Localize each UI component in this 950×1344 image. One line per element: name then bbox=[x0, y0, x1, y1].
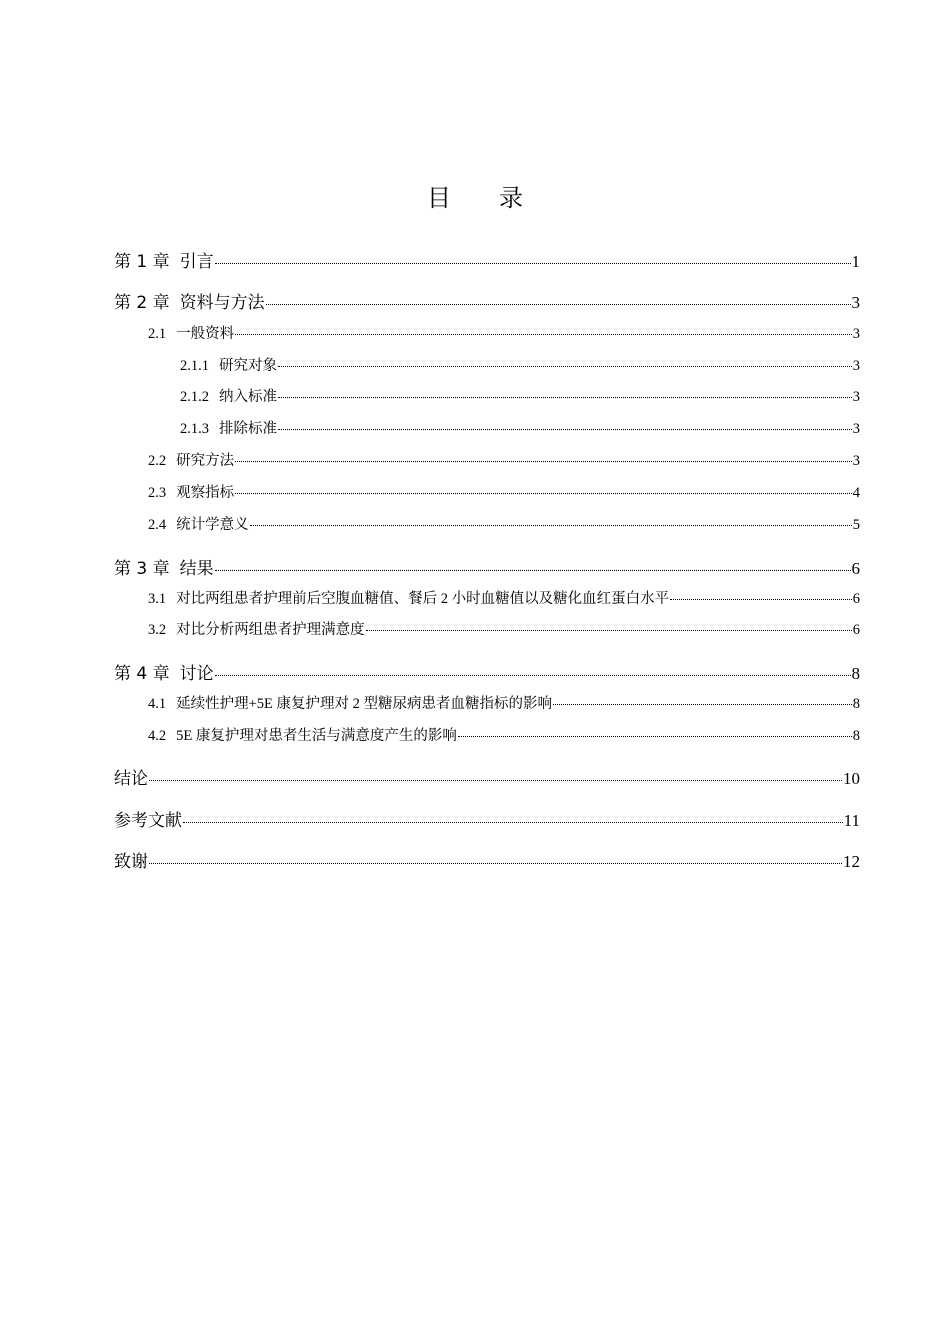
toc-text: 致谢 bbox=[114, 852, 148, 872]
dot-leader bbox=[278, 365, 852, 367]
toc-number: 4.2 bbox=[148, 728, 167, 744]
toc-page-number: 3 bbox=[852, 453, 860, 469]
toc-entry-chapter-4[interactable] bbox=[114, 659, 860, 684]
toc-entry-2-3[interactable] bbox=[148, 481, 860, 502]
toc-text: 资料与方法 bbox=[179, 293, 265, 313]
dot-leader bbox=[215, 569, 851, 571]
toc-text: 结论 bbox=[114, 769, 148, 789]
dot-leader bbox=[250, 524, 852, 526]
dot-leader bbox=[366, 629, 852, 631]
toc-text: 纳入标准 bbox=[219, 389, 277, 405]
toc-text: 一般资料 bbox=[176, 326, 235, 342]
toc-page-number: 4 bbox=[852, 485, 860, 501]
toc-page-number: 3 bbox=[851, 293, 860, 312]
toc-page-number: 3 bbox=[852, 358, 860, 374]
toc-page-number: 12 bbox=[843, 852, 860, 871]
toc-number: 2.1.3 bbox=[180, 421, 209, 437]
toc-number: 第 3 章 bbox=[114, 559, 170, 579]
toc-entry-2-1-2[interactable] bbox=[180, 385, 860, 406]
dot-leader bbox=[215, 262, 851, 264]
dot-leader bbox=[215, 674, 851, 676]
toc-text: 研究对象 bbox=[219, 358, 277, 374]
toc-text: 对比两组患者护理前后空腹血糖值、餐后 2 小时血糖值以及糖化血红蛋白水平 bbox=[176, 591, 670, 607]
toc-number: 2.2 bbox=[148, 453, 167, 469]
toc-page-number: 6 bbox=[852, 622, 860, 638]
title-char-1: 目 bbox=[427, 184, 451, 212]
toc-page-number: 8 bbox=[851, 664, 860, 683]
toc-entry-chapter-3[interactable] bbox=[114, 554, 860, 579]
toc-text: 结果 bbox=[179, 559, 214, 579]
toc-text: 统计学意义 bbox=[176, 517, 249, 533]
dot-leader bbox=[183, 821, 843, 823]
dot-leader bbox=[670, 598, 852, 600]
toc-text: 延续性护理+5E 康复护理对 2 型糖尿病患者血糖指标的影响 bbox=[176, 696, 553, 712]
toc-entry-3-1[interactable] bbox=[148, 587, 860, 608]
toc-text: 引言 bbox=[179, 252, 214, 272]
toc-entry-conclusion[interactable] bbox=[114, 764, 860, 789]
toc-number: 4.1 bbox=[148, 696, 167, 712]
dot-leader bbox=[278, 428, 852, 430]
toc-page-number: 6 bbox=[852, 591, 860, 607]
dot-leader bbox=[278, 396, 852, 398]
toc-entry-4-1[interactable] bbox=[148, 692, 860, 713]
toc-entry-chapter-1[interactable] bbox=[114, 247, 860, 272]
toc-entry-2-1[interactable] bbox=[148, 322, 860, 343]
toc-number: 2.1.2 bbox=[180, 389, 209, 405]
toc-text: 5E 康复护理对患者生活与满意度产生的影响 bbox=[176, 728, 457, 744]
toc-entry-2-1-3[interactable] bbox=[180, 417, 860, 438]
page-title bbox=[0, 178, 950, 213]
toc-text: 排除标准 bbox=[219, 421, 277, 437]
toc-page-number: 1 bbox=[851, 252, 860, 271]
toc-page-number: 3 bbox=[852, 421, 860, 437]
toc-number: 第 2 章 bbox=[114, 293, 170, 313]
toc-entry-acknowledgements[interactable] bbox=[114, 847, 860, 872]
toc-page-number: 6 bbox=[851, 559, 860, 578]
dot-leader bbox=[235, 333, 852, 335]
toc-entry-2-1-1[interactable] bbox=[180, 354, 860, 375]
toc-entry-2-2[interactable] bbox=[148, 449, 860, 470]
dot-leader bbox=[266, 303, 851, 305]
toc-page-number: 8 bbox=[852, 728, 860, 744]
toc-number: 2.1 bbox=[148, 326, 167, 342]
dot-leader bbox=[149, 862, 842, 864]
toc-page-number: 5 bbox=[852, 517, 860, 533]
dot-leader bbox=[553, 703, 852, 705]
toc-page-number: 8 bbox=[852, 696, 860, 712]
toc-page-number: 3 bbox=[852, 326, 860, 342]
dot-leader bbox=[235, 492, 852, 494]
toc-number: 2.3 bbox=[148, 485, 167, 501]
toc-entry-4-2[interactable] bbox=[148, 724, 860, 745]
toc-number: 3.2 bbox=[148, 622, 167, 638]
title-char-2: 录 bbox=[499, 184, 523, 212]
toc-number: 2.4 bbox=[148, 517, 167, 533]
toc-page-number: 3 bbox=[852, 389, 860, 405]
toc-page-number: 11 bbox=[843, 811, 860, 830]
toc-number: 2.1.1 bbox=[180, 358, 209, 374]
toc-entry-3-2[interactable] bbox=[148, 618, 860, 639]
dot-leader bbox=[458, 735, 852, 737]
dot-leader bbox=[235, 460, 852, 462]
toc-text: 对比分析两组患者护理满意度 bbox=[176, 622, 365, 638]
toc-text: 讨论 bbox=[179, 664, 214, 684]
toc-number: 第 1 章 bbox=[114, 252, 170, 272]
toc-page-number: 10 bbox=[843, 769, 860, 788]
toc-number: 3.1 bbox=[148, 591, 167, 607]
toc-entry-references[interactable] bbox=[114, 806, 860, 831]
toc-text: 观察指标 bbox=[176, 485, 235, 501]
toc-text: 研究方法 bbox=[176, 453, 235, 469]
toc-entry-2-4[interactable] bbox=[148, 513, 860, 534]
dot-leader bbox=[149, 779, 842, 781]
toc-entry-chapter-2[interactable] bbox=[114, 288, 860, 313]
toc-number: 第 4 章 bbox=[114, 664, 170, 684]
toc-text: 参考文献 bbox=[114, 811, 182, 831]
